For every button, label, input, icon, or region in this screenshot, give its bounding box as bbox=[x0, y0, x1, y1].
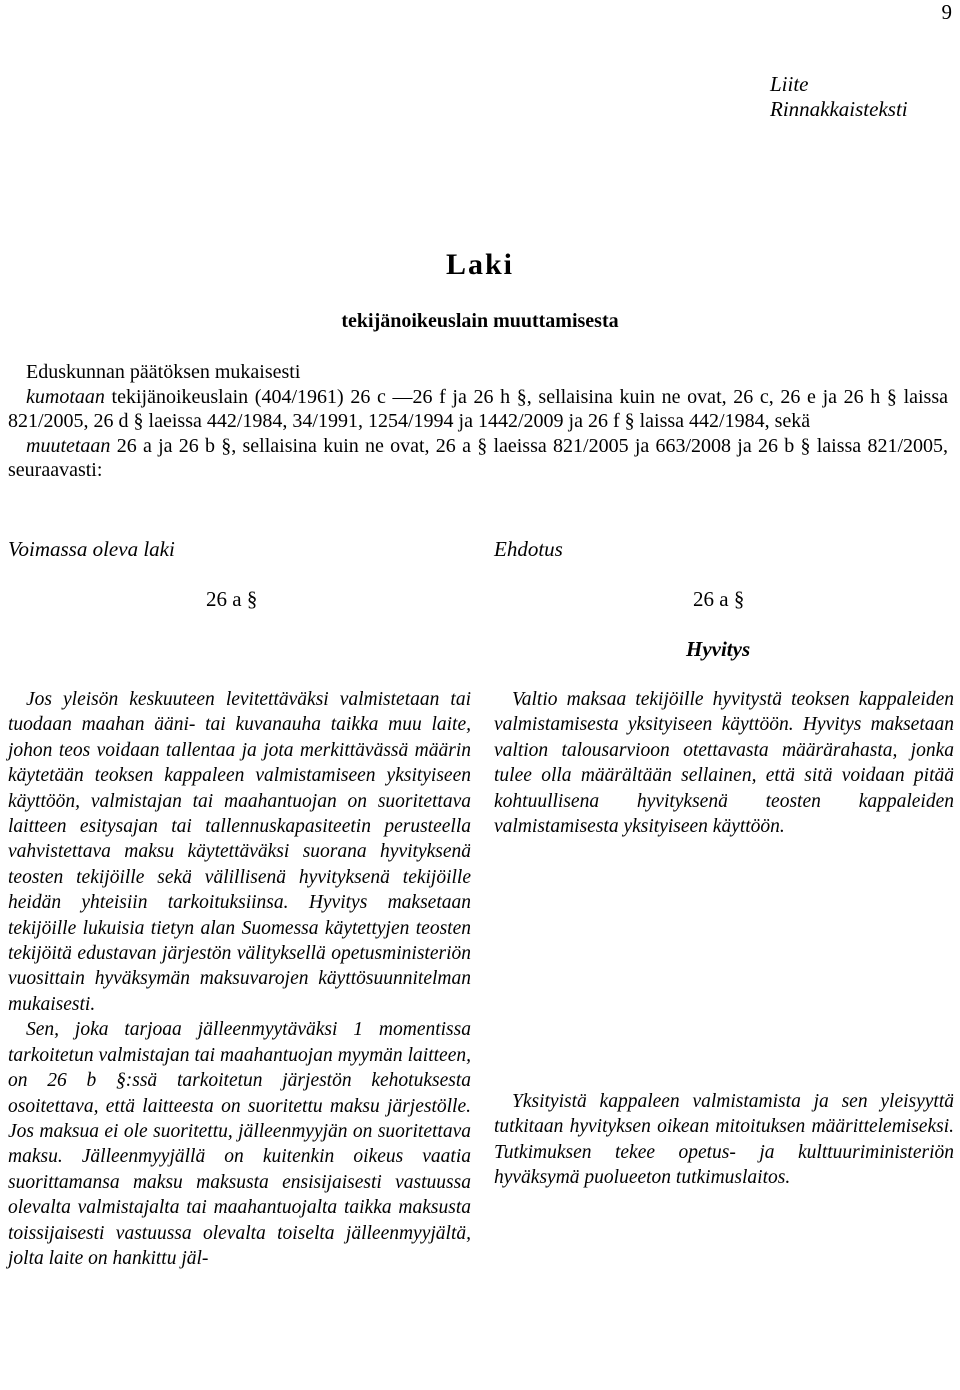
right-section-title: Hyvitys bbox=[686, 637, 751, 661]
appendix-label: Liite bbox=[770, 72, 809, 96]
left-column-text bbox=[8, 687, 471, 1271]
left-paragraph-1: Jos yleisön keskuuteen levitettäväksi valmistetaan tai tuodaan maahan ääni- tai kuvanauha taikka muu laite, johon teos voidaan tallentaa ja jota merkittävässä määrin käytetään teoksen kappaleen valmistamiseen yksityiseen käyttöön, valmistajan tai maahantuojan on suoritettava laitteen esitysajan tai tallennuskapasiteetin perusteella vahvistettava maksu käytettäväksi suorana hyvityksenä teosten tekijöille sekä välillisenä hyvityksenä tekijöille heidän yhteisiin tarkoituksiinsa. Hyvitys maksetaan tekijöille lukuisia tietyn alan Suomessa käytettyjen teosten tekijöitä edustavan järjestön välityksellä opetusministeriön vuosittain hyväksymän maksuvarojen käyttösuunnitelman mukaisesti. bbox=[8, 689, 471, 1015]
left-section-number: 26 a § bbox=[206, 587, 258, 611]
page-number: 9 bbox=[941, 0, 952, 24]
right-paragraph-2: Yksityistä kappaleen valmistamista ja sen yleisyyttä tutkitaan hyvityksen oikean mitoituksen määrittelemiseksi. Tutkimuksen tekee opetus- ja kulttuuriministeriön hyväksymä puolueeton tutkimuslaitos. bbox=[494, 1091, 954, 1189]
kumotaan-word: kumotaan bbox=[26, 385, 105, 408]
left-column-heading: Voimassa oleva laki bbox=[8, 537, 175, 561]
preamble-amend bbox=[8, 434, 948, 483]
right-column-text-2 bbox=[494, 1089, 954, 1191]
right-column-heading: Ehdotus bbox=[494, 537, 563, 561]
left-paragraph-2: Sen, joka tarjoaa jälleenmyytäväksi 1 momentissa tarkoitetun valmistajan tai maahantuojan myymän laitteen, on 26 b §:ssä tarkoitetun järjestön kehotuksesta osoitettava, että laitteesta on suoritettu maksu järjestölle. Jos maksua ei ole suoritettu, jälleenmyyjän on suoritettava maksu. Jälleenmyyjällä on kuitenkin oikeus vaatia suorittamansa maksu maksusta ensisijaisesti vastuussa olevalta valmistajalta tai maahantuojalta taikka maksusta toissijaisesti vastuussa olevalta toiselta jälleenmyyjältä, jolta laite on hankittu jäl- bbox=[8, 1019, 471, 1269]
law-subtitle: tekijänoikeuslain muuttamisesta bbox=[341, 310, 619, 332]
muutetaan-word: muutetaan bbox=[26, 434, 111, 457]
appendix-header bbox=[770, 72, 908, 122]
law-title: Laki bbox=[445, 248, 515, 281]
preamble-repeal bbox=[8, 385, 948, 434]
preamble bbox=[8, 360, 948, 483]
kumotaan-text: tekijänoikeuslain (404/1961) 26 c —26 f ja 26 h §, sellaisina kuin ne ovat, 26 c, 26 e ja 26 h § laissa 821/2005, 26 d § laeissa 442/1984, 34/1991, 1254/1994 ja 1442/2009 ja 26 f § laissa 442/1984, sekä bbox=[8, 385, 948, 432]
appendix-sublabel: Rinnakkaisteksti bbox=[770, 97, 908, 121]
preamble-intro: Eduskunnan päätöksen mukaisesti bbox=[26, 361, 301, 383]
right-column-text bbox=[494, 687, 954, 839]
right-paragraph-1: Valtio maksaa tekijöille hyvitystä teoksen kappaleiden valmistamisesta yksityiseen käyttöön. Hyvitys maksetaan valtion talousarvioon otettavasta määrärahasta, jonka tulee olla määrältään sellainen, että sitä voidaan pitää kohtuullisena hyvityksenä teosten kappaleiden valmistamisesta yksityiseen käyttöön. bbox=[494, 689, 954, 838]
muutetaan-text: 26 a ja 26 b §, sellaisina kuin ne ovat, 26 a § laeissa 821/2005 ja 663/2008 ja 26 b § laissa 821/2005, seuraavasti: bbox=[8, 434, 948, 481]
right-section-number: 26 a § bbox=[693, 587, 745, 611]
